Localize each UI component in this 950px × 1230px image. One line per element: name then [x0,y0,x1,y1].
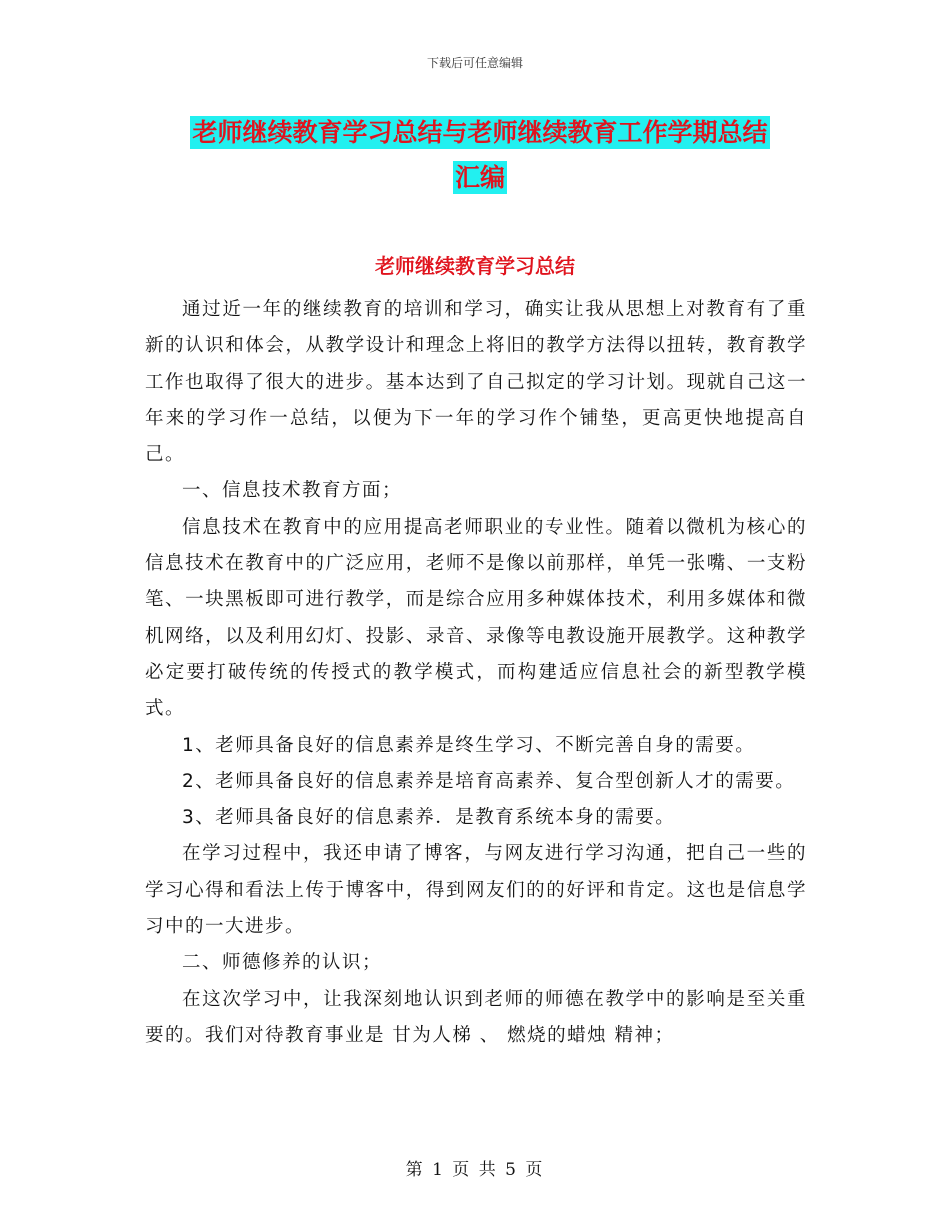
page-footer: 第 1 页 共 5 页 [405,1160,545,1180]
paragraph: 1、老师具备良好的信息素养是终生学习、不断完善自身的需要。 [182,734,756,756]
paragraph: 二、师德修养的认识； [182,952,383,974]
title-line-1: 老师继续教育学习总结与老师继续教育工作学期总结 [192,118,768,147]
title-line-2: 汇编 [454,163,505,192]
paragraph: 2、老师具备良好的信息素养是培育高素养、复合型创新人才的需要。 [182,770,796,792]
document-body [145,292,807,1054]
paragraph: 在这次学习中，让我深刻地认识到老师的师德在教学中的影响是至关重要的。我们对待教育事业是 甘为人梯 、 燃烧的蜡烛 精神； [145,988,807,1046]
paragraph: 通过近一年的继续教育的培训和学习，确实让我从思想上对教育有了重新的认识和体会，从教学设计和理念上将旧的教学方法得以扭转，教育教学工作也取得了很大的进步。基本达到了自己拟定的学习计划。现就自己这一年来的学习作一总结，以便为下一年的学习作个铺垫，更高更快地提高自己。 [145,299,807,466]
paragraph: 3、老师具备良好的信息素养．是教育系统本身的需要。 [182,807,676,829]
paragraph: 在学习过程中，我还申请了博客，与网友进行学习沟通，把自己一些的学习心得和看法上传于博客中，得到网友们的的好评和肯定。这也是信息学习中的一大进步。 [145,843,807,938]
section-title: 老师继续教育学习总结 [375,254,575,278]
document-title [150,110,810,200]
paragraph: 一、信息技术教育方面； [182,480,403,502]
header-note: 下载后可任意编辑 [426,56,523,70]
paragraph: 信息技术在教育中的应用提高老师职业的专业性。随着以微机为核心的信息技术在教育中的广泛应用，老师不是像以前那样，单凭一张嘴、一支粉笔、一块黑板即可进行教学，而是综合应用多种媒体技术，利用多媒体和微机网络，以及利用幻灯、投影、录音、录像等电教设施开展教学。这种教学必定要打破传统的传授式的教学模式，而构建适应信息社会的新型教学模式。 [145,516,807,720]
